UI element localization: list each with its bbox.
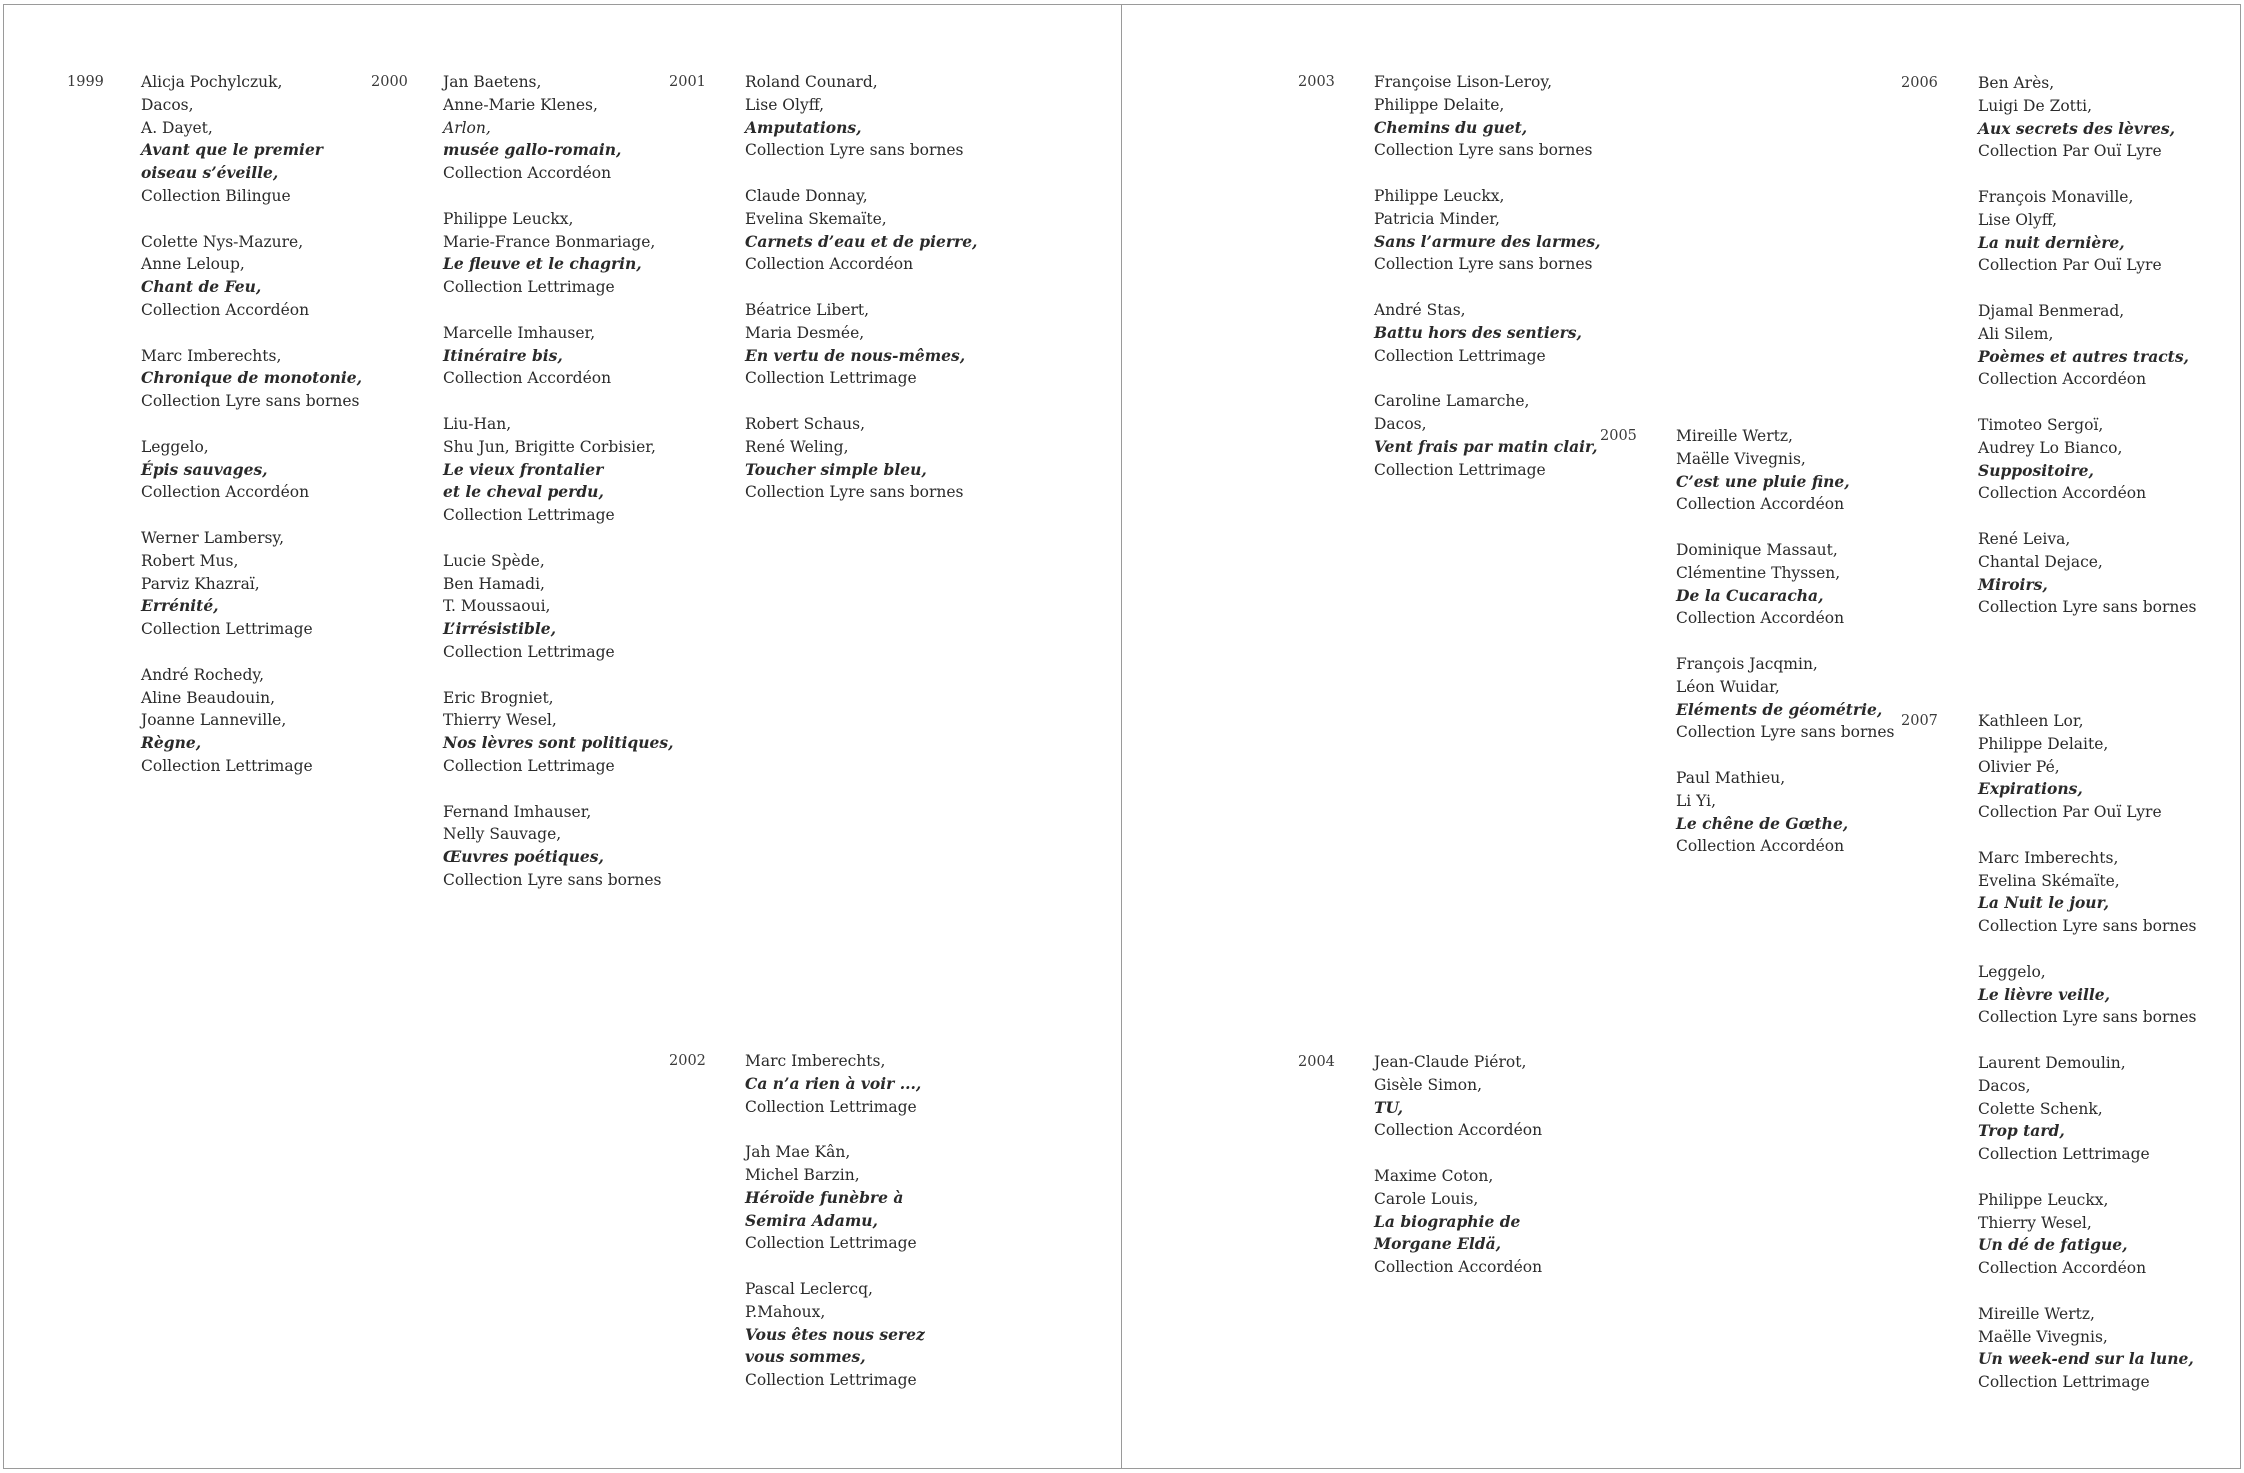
- entry-contributor: André Stas,: [1374, 300, 1466, 319]
- entry-contributor: P.Mahoux,: [745, 1302, 826, 1321]
- entry-contributor: Marie-France Bonmariage,: [443, 232, 656, 251]
- publication-entry: [1978, 961, 2197, 1029]
- entry-contributor: Werner Lambersy,: [141, 528, 285, 547]
- year-label-2005: 2005: [1600, 428, 1637, 444]
- publication-entry: [1978, 847, 2197, 938]
- entry-contributor: Shu Jun, Brigitte Corbisier,: [443, 437, 656, 456]
- entry-collection: Collection Lettrimage: [443, 506, 615, 525]
- entry-collection: Collection Lettrimage: [1978, 1145, 2150, 1164]
- entry-contributor: Luigi De Zotti,: [1978, 96, 2093, 115]
- entry-contributor: Fernand Imhauser,: [443, 802, 592, 821]
- entry-title: Règne,: [141, 733, 202, 753]
- entry-title: Poèmes et autres tracts,: [1978, 346, 2189, 366]
- entry-contributor: François Jacqmin,: [1676, 654, 1818, 673]
- publication-entry: [1374, 185, 1601, 276]
- entry-collection: Collection Lettrimage: [141, 620, 313, 639]
- entry-contributor: Béatrice Libert,: [745, 300, 870, 319]
- entry-contributor: René Leiva,: [1978, 529, 2071, 548]
- entry-contributor: Jan Baetens,: [443, 73, 542, 91]
- entry-title: Chemins du guet,: [1374, 117, 1528, 137]
- entry-title: De la Cucaracha,: [1676, 585, 1824, 605]
- year-list-2003: [1374, 71, 1601, 504]
- entry-collection: Collection Lettrimage: [745, 369, 917, 388]
- entry-contributor: Leggelo,: [1978, 962, 2046, 981]
- entry-collection: Collection Lyre sans bornes: [1676, 723, 1895, 742]
- entry-collection: Collection Lettrimage: [745, 1371, 917, 1390]
- entry-collection: Collection Par Ouï Lyre: [1978, 142, 2162, 161]
- year-list-2000: [443, 71, 674, 914]
- entry-title: Le vieux frontalier: [443, 459, 604, 479]
- entry-contributor: Claude Donnay,: [745, 186, 868, 205]
- publication-entry: [1374, 1165, 1542, 1279]
- publication-entry: [141, 664, 362, 778]
- entry-contributor: Maxime Coton,: [1374, 1166, 1494, 1185]
- publication-entry: [745, 1278, 925, 1392]
- year-list-2006: [1978, 72, 2197, 642]
- publication-entry: [1978, 186, 2197, 277]
- entry-title: En vertu de nous-mêmes,: [745, 345, 966, 365]
- publication-entry: [1978, 1052, 2197, 1166]
- entry-contributor: Dacos,: [1374, 414, 1427, 433]
- publication-entry: [1676, 653, 1895, 744]
- entry-title: Épis sauvages,: [141, 459, 268, 479]
- entry-collection: Collection Lyre sans bornes: [745, 483, 964, 502]
- entry-contributor: François Monaville,: [1978, 187, 2134, 206]
- entry-contributor: A. Dayet,: [141, 118, 213, 137]
- entry-contributor: Clémentine Thyssen,: [1676, 563, 1841, 582]
- entry-collection: Collection Lyre sans bornes: [745, 141, 964, 160]
- entry-collection: Collection Accordéon: [1676, 837, 1845, 856]
- entry-contributor: Anne Leloup,: [141, 255, 245, 274]
- entry-collection: Collection Lyre sans bornes: [1978, 917, 2197, 936]
- entry-title: Miroirs,: [1978, 574, 2048, 594]
- entry-title: vous sommes,: [745, 1347, 866, 1367]
- entry-contributor: Dacos,: [1978, 1076, 2031, 1095]
- entry-contributor: Maëlle Vivegnis,: [1676, 449, 1806, 468]
- entry-title: Ca n’a rien à voir ...,: [745, 1073, 922, 1093]
- entry-title: Eléments de géométrie,: [1676, 699, 1883, 719]
- entry-contributor: Alicja Pochylczuk,: [141, 73, 283, 91]
- entry-contributor: Eric Brogniet,: [443, 688, 554, 707]
- entry-contributor: Aline Beaudouin,: [141, 688, 276, 707]
- entry-title: Avant que le premier: [141, 140, 323, 160]
- entry-collection: Collection Accordéon: [1676, 495, 1845, 514]
- entry-contributor: Philippe Leuckx,: [1978, 1190, 2109, 1209]
- entry-collection: Collection Lettrimage: [745, 1097, 917, 1116]
- entry-contributor: Philippe Leuckx,: [443, 209, 574, 228]
- entry-collection: Collection Accordéon: [1374, 1258, 1543, 1277]
- publication-entry: [141, 527, 362, 641]
- entry-collection: Collection Accordéon: [443, 164, 612, 183]
- entry-collection: Collection Accordéon: [1676, 609, 1845, 628]
- entry-title: Le fleuve et le chagrin,: [443, 254, 642, 274]
- entry-contributor: Colette Schenk,: [1978, 1099, 2103, 1118]
- year-list-2001: [745, 71, 977, 527]
- entry-contributor: Françoise Lison-Leroy,: [1374, 73, 1553, 91]
- entry-contributor: Djamal Benmerad,: [1978, 301, 2125, 320]
- entry-contributor: Philippe Leuckx,: [1374, 186, 1505, 205]
- entry-contributor: André Rochedy,: [141, 665, 264, 684]
- entry-contributor: Lucie Spède,: [443, 551, 545, 570]
- publication-entry: [1978, 710, 2197, 824]
- year-label-2002: 2002: [669, 1053, 706, 1069]
- entry-contributor: Anne-Marie Klenes,: [443, 95, 598, 114]
- entry-collection: Collection Lettrimage: [745, 1234, 917, 1253]
- publication-entry: [1676, 539, 1895, 630]
- entry-collection: Collection Bilingue: [141, 186, 291, 205]
- entry-title: Battu hors des sentiers,: [1374, 322, 1582, 342]
- entry-title: L’irrésistible,: [443, 619, 557, 639]
- publication-entry: [745, 1141, 925, 1255]
- publication-entry: [1374, 71, 1601, 162]
- entry-contributor: Roland Counard,: [745, 73, 878, 91]
- year-label-1999: 1999: [67, 74, 104, 90]
- publication-entry: [1374, 390, 1601, 481]
- entry-collection: Collection Accordéon: [443, 369, 612, 388]
- year-label-2004: 2004: [1298, 1054, 1335, 1070]
- entry-contributor: Jean-Claude Piérot,: [1374, 1053, 1527, 1071]
- entry-collection: Collection Accordéon: [141, 483, 310, 502]
- entry-contributor: Thierry Wesel,: [1978, 1213, 2092, 1232]
- publication-entry: [745, 413, 977, 504]
- year-list-2004: [1374, 1051, 1542, 1302]
- entry-title: Carnets d’eau et de pierre,: [745, 231, 978, 251]
- entry-title: Itinéraire bis,: [443, 345, 563, 365]
- year-label-2006: 2006: [1901, 75, 1938, 91]
- entry-contributor: Parviz Khazraï,: [141, 574, 260, 593]
- publication-entry: [443, 322, 674, 390]
- entry-collection: Collection Lyre sans bornes: [1978, 598, 2197, 617]
- entry-collection: Collection Accordéon: [1978, 370, 2147, 389]
- entry-title: Le chêne de Gœthe,: [1676, 813, 1849, 833]
- entry-contributor: Chantal Dejace,: [1978, 552, 2103, 571]
- entry-contributor: Laurent Demoulin,: [1978, 1053, 2126, 1072]
- entry-collection: Collection Accordéon: [1374, 1121, 1543, 1140]
- entry-title: Amputations,: [745, 117, 862, 137]
- entry-contributor: Joanne Lanneville,: [141, 711, 287, 730]
- entry-collection: Collection Lettrimage: [1978, 1373, 2150, 1392]
- entry-title: TU,: [1374, 1097, 1404, 1117]
- publication-entry: [443, 687, 674, 778]
- entry-contributor: Paul Mathieu,: [1676, 768, 1786, 787]
- entry-title: Suppositoire,: [1978, 460, 2094, 480]
- entry-collection: Collection Par Ouï Lyre: [1978, 256, 2162, 275]
- year-list-1999: [141, 71, 362, 801]
- year-list-2002: [745, 1050, 925, 1415]
- entry-contributor: Marc Imberechts,: [141, 346, 282, 365]
- entry-title: Héroïde funèbre à: [745, 1187, 904, 1207]
- entry-title: C’est une pluie fine,: [1676, 471, 1850, 491]
- publication-entry: [745, 71, 977, 162]
- entry-collection: Collection Lettrimage: [1374, 460, 1546, 479]
- entry-title: Un dé de fatigue,: [1978, 1235, 2128, 1255]
- year-list-2005: [1676, 425, 1895, 881]
- publication-entry: [1374, 299, 1601, 367]
- publication-entry: [443, 413, 674, 527]
- publication-entry: [141, 436, 362, 504]
- publication-entry: [1978, 1189, 2197, 1280]
- entry-title: Trop tard,: [1978, 1121, 2065, 1141]
- entry-collection: Collection Accordéon: [141, 300, 310, 319]
- entry-contributor: Gisèle Simon,: [1374, 1075, 1483, 1094]
- entry-title: oiseau s’éveille,: [141, 163, 279, 183]
- publication-entry: [1978, 528, 2197, 619]
- entry-title: La nuit dernière,: [1978, 232, 2125, 252]
- entry-contributor: Patricia Minder,: [1374, 209, 1500, 228]
- entry-collection: Collection Accordéon: [1978, 484, 2147, 503]
- entry-title: Sans l’armure des larmes,: [1374, 231, 1601, 251]
- entry-collection: Collection Lyre sans bornes: [1978, 1008, 2197, 1027]
- entry-contributor: Timoteo Sergoï,: [1978, 415, 2104, 434]
- publication-entry: [745, 299, 977, 390]
- publication-entry: [745, 1050, 925, 1118]
- entry-collection: Collection Accordéon: [1978, 1259, 2147, 1278]
- entry-title: La biographie de: [1374, 1211, 1521, 1231]
- entry-contributor: Leggelo,: [141, 437, 209, 456]
- entry-title: Expirations,: [1978, 779, 2083, 799]
- entry-collection: Collection Lettrimage: [443, 278, 615, 297]
- publication-entry: [1676, 767, 1895, 858]
- entry-contributor: Marc Imberechts,: [1978, 848, 2119, 867]
- entry-contributor: Lise Olyff,: [745, 95, 825, 114]
- entry-contributor: Maria Desmée,: [745, 323, 865, 342]
- entry-collection: Collection Lettrimage: [1374, 346, 1546, 365]
- entry-contributor: Ben Arès,: [1978, 74, 2055, 92]
- publication-entry: [443, 208, 674, 299]
- entry-contributor: Thierry Wesel,: [443, 711, 557, 730]
- entry-title: Œuvres poétiques,: [443, 847, 604, 867]
- entry-collection: Collection Lettrimage: [443, 642, 615, 661]
- entry-contributor: Philippe Delaite,: [1374, 95, 1505, 114]
- entry-title: Vent frais par matin clair,: [1374, 436, 1598, 456]
- entry-collection: Collection Par Ouï Lyre: [1978, 803, 2162, 822]
- entry-contributor: Mireille Wertz,: [1676, 427, 1793, 445]
- publication-entry: [1374, 1051, 1542, 1142]
- publication-entry: [141, 231, 362, 322]
- entry-title: La Nuit le jour,: [1978, 893, 2110, 913]
- publication-entry: [443, 71, 674, 185]
- entry-title: et le cheval perdu,: [443, 482, 604, 502]
- entry-contributor: Jah Mae Kân,: [745, 1143, 851, 1162]
- entry-contributor: Mireille Wertz,: [1978, 1304, 2095, 1323]
- entry-contributor: Li Yi,: [1676, 791, 1717, 810]
- entry-contributor: Pascal Leclercq,: [745, 1279, 873, 1298]
- entry-title: Chronique de monotonie,: [141, 368, 362, 388]
- entry-contributor: Lise Olyff,: [1978, 210, 2058, 229]
- entry-contributor: René Weling,: [745, 437, 849, 456]
- entry-title: Un week-end sur la lune,: [1978, 1349, 2194, 1369]
- entry-contributor: Carole Louis,: [1374, 1189, 1479, 1208]
- publication-entry: [141, 345, 362, 413]
- entry-contributor: Liu-Han,: [443, 414, 512, 433]
- entry-place: Arlon,: [443, 118, 491, 137]
- publication-entry: [1978, 300, 2197, 391]
- publication-entry: [1978, 72, 2197, 163]
- entry-collection: Collection Lettrimage: [443, 756, 615, 775]
- entry-contributor: Dacos,: [141, 95, 194, 114]
- year-label-2001: 2001: [669, 74, 706, 90]
- year-list-2007: [1978, 710, 2197, 1417]
- entry-contributor: Ali Silem,: [1978, 324, 2054, 343]
- entry-title: musée gallo-romain,: [443, 140, 622, 160]
- entry-collection: Collection Lyre sans bornes: [443, 870, 662, 889]
- entry-collection: Collection Lyre sans bornes: [141, 392, 360, 411]
- entry-title: Chant de Feu,: [141, 277, 262, 297]
- publication-entry: [1978, 1303, 2197, 1394]
- publication-entry: [1676, 425, 1895, 516]
- entry-contributor: T. Moussaoui,: [443, 597, 551, 616]
- publication-entry: [141, 71, 362, 208]
- entry-contributor: Philippe Delaite,: [1978, 734, 2109, 753]
- entry-contributor: Audrey Lo Bianco,: [1978, 438, 2123, 457]
- entry-title: Aux secrets des lèvres,: [1978, 118, 2175, 138]
- publication-entry: [443, 550, 674, 664]
- entry-title: Errénité,: [141, 596, 219, 616]
- entry-collection: Collection Lettrimage: [141, 756, 313, 775]
- entry-contributor: Léon Wuidar,: [1676, 677, 1780, 696]
- entry-contributor: Evelina Skémaïte,: [1978, 871, 2120, 890]
- entry-collection: Collection Lyre sans bornes: [1374, 255, 1593, 274]
- entry-contributor: Kathleen Lor,: [1978, 712, 2084, 730]
- entry-contributor: Ben Hamadi,: [443, 574, 545, 593]
- entry-contributor: Caroline Lamarche,: [1374, 392, 1530, 411]
- entry-contributor: Olivier Pé,: [1978, 757, 2060, 776]
- entry-contributor: Nelly Sauvage,: [443, 825, 562, 844]
- entry-title: Morgane Eldä,: [1374, 1234, 1502, 1254]
- entry-contributor: Maëlle Vivegnis,: [1978, 1327, 2108, 1346]
- entry-title: Vous êtes nous serez: [745, 1324, 925, 1344]
- entry-collection: Collection Lyre sans bornes: [1374, 141, 1593, 160]
- entry-title: Toucher simple bleu,: [745, 459, 927, 479]
- entry-title: Nos lèvres sont politiques,: [443, 733, 674, 753]
- entry-collection: Collection Accordéon: [745, 255, 914, 274]
- publication-entry: [443, 801, 674, 892]
- year-label-2007: 2007: [1901, 713, 1938, 729]
- entry-contributor: Dominique Massaut,: [1676, 540, 1838, 559]
- publication-entry: [1978, 414, 2197, 505]
- entry-contributor: Robert Schaus,: [745, 414, 866, 433]
- entry-contributor: Evelina Skemaïte,: [745, 209, 887, 228]
- publication-entry: [745, 185, 977, 276]
- entry-contributor: Colette Nys-Mazure,: [141, 232, 304, 251]
- year-label-2003: 2003: [1298, 74, 1335, 90]
- entry-title: Le lièvre veille,: [1978, 984, 2111, 1004]
- entry-contributor: Robert Mus,: [141, 551, 239, 570]
- entry-title: Semira Adamu,: [745, 1210, 878, 1230]
- year-label-2000: 2000: [371, 74, 408, 90]
- entry-contributor: Marc Imberechts,: [745, 1052, 886, 1070]
- entry-contributor: Marcelle Imhauser,: [443, 323, 596, 342]
- entry-contributor: Michel Barzin,: [745, 1165, 860, 1184]
